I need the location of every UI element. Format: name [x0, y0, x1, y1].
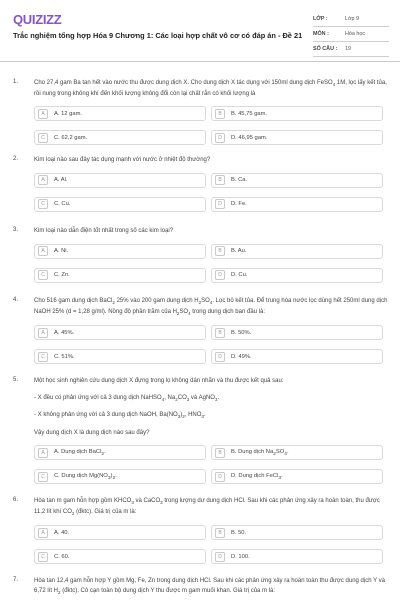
option-c[interactable]: [34, 197, 206, 212]
option-text: C. 51%.: [54, 353, 75, 360]
option-text: C. 62,2 gam.: [54, 134, 88, 141]
option-d[interactable]: [211, 268, 383, 283]
question-text-line: Một học sinh nghiên cứu dung dịch X đựng trong lọ không dán nhãn và thu được kết quả sau:: [34, 378, 284, 384]
option-letter: B: [215, 328, 225, 338]
option-text: B. 45,75 gam.: [231, 110, 268, 117]
meta-value: Hóa học: [345, 31, 366, 37]
option-letter: A: [38, 528, 48, 538]
option-a[interactable]: [34, 525, 206, 540]
question-3: [13, 227, 391, 290]
answer-options: [34, 445, 391, 491]
header-divider: [0, 61, 400, 62]
option-text: D. 49%.: [231, 353, 252, 360]
option-text: D. 46,95 gam.: [231, 134, 268, 141]
option-letter: B: [215, 528, 225, 538]
option-c[interactable]: [34, 268, 206, 283]
option-d[interactable]: [211, 469, 383, 484]
option-b[interactable]: [211, 445, 383, 460]
option-b[interactable]: [211, 325, 383, 340]
question-text-line: Kim loại nào sau đây tác dụng mạnh với nước ở nhiệt độ thường?: [34, 157, 211, 163]
question-number: 6.: [13, 497, 19, 503]
option-text: A. Al.: [54, 177, 68, 183]
meta-row-subject: [313, 27, 389, 42]
option-a[interactable]: [34, 106, 206, 121]
meta-key: MÔN :: [313, 31, 329, 37]
answer-options: [34, 173, 391, 219]
option-a[interactable]: [34, 445, 206, 460]
meta-key: LỚP :: [313, 16, 328, 22]
question-text: [34, 156, 391, 166]
option-letter: D: [215, 472, 225, 482]
option-letter: B: [215, 175, 225, 185]
option-letter: D: [215, 552, 225, 562]
option-letter: C: [38, 552, 48, 562]
question-text: Một học sinh nghiên cứu dung dịch X đựng trong lọ không dán nhãn và thu được kết quả sau: - X đều có phản ứng với cả 3 dung dịch NaHSO$_4$, $Na_2CO_3$ và AgNO$_3$. - X không phản ứng với cả 3 dung dịch NaOH, $Ba(NO_3)_2$, $HNO_3$. Vậy dung dịch X là dung dịch nào sau đây?: [34, 377, 391, 438]
option-letter: C: [38, 472, 48, 482]
option-letter: B: [215, 109, 225, 119]
question-text: [34, 227, 391, 237]
option-d[interactable]: [211, 130, 383, 145]
option-letter: A: [38, 448, 48, 458]
question-1: [13, 79, 391, 152]
option-letter: C: [38, 199, 48, 209]
option-c[interactable]: [34, 130, 206, 145]
option-letter: C: [38, 270, 48, 280]
option-text: C. Zn.: [54, 272, 70, 278]
option-text: C. 60.: [54, 553, 70, 560]
option-letter: A: [38, 175, 48, 185]
answer-options: [34, 106, 391, 152]
option-text: B. 50.: [231, 529, 247, 536]
meta-table: [313, 12, 389, 57]
option-letter: C: [38, 133, 48, 143]
option-b[interactable]: [211, 525, 383, 540]
question-number: 3.: [13, 227, 19, 233]
question-number: 2.: [13, 156, 19, 162]
meta-row-count: [313, 42, 389, 57]
option-text: D. Cu.: [231, 272, 248, 278]
option-text: B. Ca.: [231, 177, 248, 183]
option-letter: D: [215, 199, 225, 209]
option-letter: D: [215, 270, 225, 280]
quizizz-logo: QUIZIZZ: [13, 12, 62, 27]
option-text: A. 12 gam.: [54, 110, 83, 117]
option-text: A. 40.: [54, 529, 70, 536]
option-letter: A: [38, 246, 48, 256]
option-a[interactable]: [34, 325, 206, 340]
question-4: [13, 297, 391, 371]
question-text: Cho 27,4 gam Ba tan hết vào nước thu được dung dịch X. Cho dung dịch X tác dụng với 150ml dung dịch FeSO$_4$ 1M, lọc lấy kết tủa, rồi nung trong không khí đến khối lượng không đổi còn lại chất rắn có khối lượng là: [34, 80, 387, 97]
option-b[interactable]: [211, 173, 383, 188]
option-d[interactable]: [211, 197, 383, 212]
option-letter: B: [215, 448, 225, 458]
option-b[interactable]: [211, 244, 383, 259]
option-letter: A: [38, 109, 48, 119]
option-c[interactable]: [34, 349, 206, 364]
option-text: B. Dung dịch $Na_2SO_4$.: [231, 448, 289, 457]
option-letter: A: [38, 328, 48, 338]
question-5: [13, 377, 391, 491]
option-text: B. 50%.: [231, 329, 252, 336]
question-2: [13, 156, 391, 219]
question-text-line: Vậy dung dịch X là dung dịch nào sau đây?: [34, 429, 150, 436]
question-6: [13, 497, 391, 571]
option-a[interactable]: [34, 244, 206, 259]
question-text-line: Kim loại nào dẫn điện tốt nhất trong số các kim loại?: [34, 228, 174, 234]
option-text: A. Dung dịch BaCl$_2$.: [54, 448, 106, 457]
question-text: Hòa tan 12,4 gam hỗn hợp Y gồm Mg, Fe, Zn trong dung dịch HCl. Sau khi các phản ứng xảy ra hoàn toàn thu được dung dịch Y và 6,72 lít $H_2$ (đktc). Cô cạn toàn bộ dung dịch Y thu được m gam muối khan. Giá trị của m là:: [34, 578, 386, 595]
option-a[interactable]: [34, 173, 206, 188]
question-number: 4.: [13, 297, 19, 303]
question-number: 5.: [13, 377, 19, 383]
answer-options: [34, 525, 391, 571]
meta-value: Lớp 9: [345, 16, 360, 22]
page-title: Trắc nghiệm tổng hợp Hóa 9 Chương 1: Các loại hợp chất vô cơ có đáp án - Đề 21: [13, 31, 303, 40]
option-letter: D: [215, 352, 225, 362]
option-letter: D: [215, 133, 225, 143]
option-text: D. 100.: [231, 553, 250, 560]
option-d[interactable]: [211, 349, 383, 364]
question-text: Cho 516 gam dung dịch BaCl$_2$ 25% vào 200 gam dung dịch $H_2SO_4$. Lọc bỏ kết tủa. Để trung hòa nước lọc dùng hết 250ml dung dịch NaOH 25% (d = 1,28 g/ml). Nồng độ phần trăm của $H_2SO_4$ trong dung dịch ban đầu là:: [34, 298, 388, 316]
option-letter: B: [215, 246, 225, 256]
option-text: D. Fe.: [231, 201, 247, 207]
option-text: A. Ni.: [54, 248, 69, 254]
answer-options: [34, 244, 391, 290]
option-c[interactable]: [34, 469, 206, 484]
question-number: 1.: [13, 79, 19, 85]
option-d[interactable]: [211, 549, 383, 564]
option-b[interactable]: [211, 106, 383, 121]
question-text: Hòa tan m gam hỗn hợp gồm $KHCO_3$ và CaCO$_3$ trong lượng dư dung dịch HCl. Sau khi các phản ứng xảy ra hoàn toàn, thu được 11,2 lít khí $CO_2$ (đktc). Giá trị của m là:: [34, 498, 380, 516]
option-text: C. Dung dịch $Mg(NO_3)_2$.: [54, 472, 117, 481]
answer-options: [34, 325, 391, 371]
option-letter: C: [38, 352, 48, 362]
option-text: D. Dung dịch FeCl$_3$.: [231, 472, 283, 481]
meta-key: SỐ CÂU :: [313, 46, 338, 52]
meta-value: 19: [345, 46, 351, 52]
option-text: A. 45%.: [54, 329, 75, 336]
meta-row-grade: [313, 12, 389, 27]
option-text: C. Cu.: [54, 201, 71, 207]
option-text: B. Au.: [231, 248, 247, 254]
option-c[interactable]: [34, 549, 206, 564]
question-number: 7.: [13, 577, 19, 583]
